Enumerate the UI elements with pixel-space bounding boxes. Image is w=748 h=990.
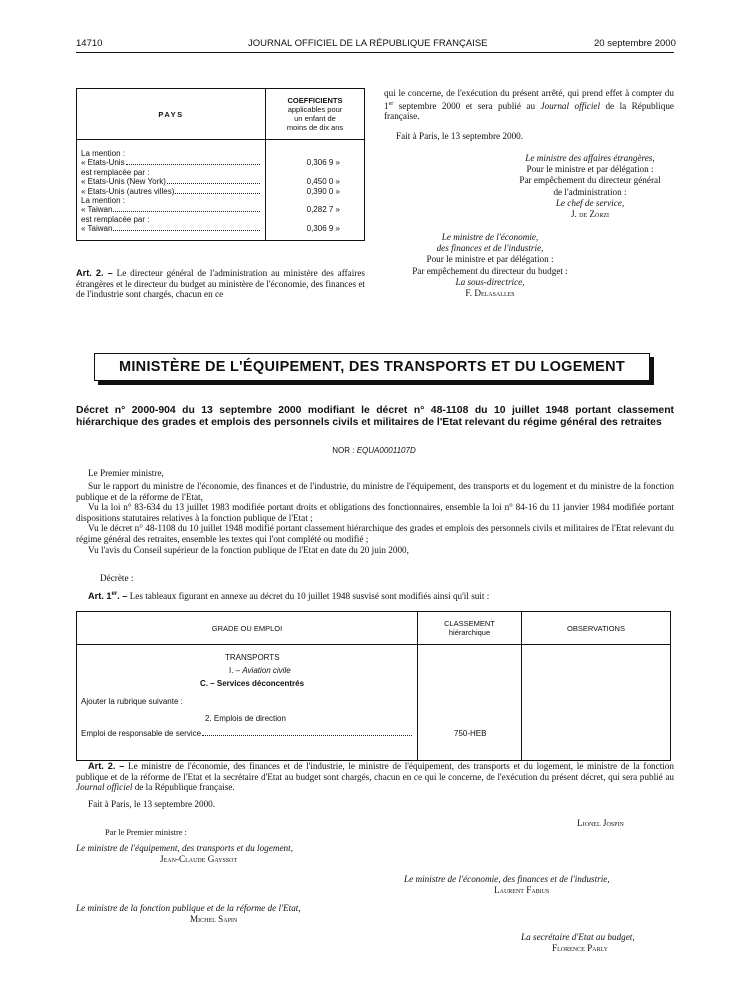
country-label: La mention : <box>81 195 126 205</box>
col-coefficients-line: moins de dix ans <box>286 123 344 132</box>
signature-line: des finances et de l'industrie, <box>436 243 544 254</box>
article-2-italic: Journal officiel <box>76 782 133 793</box>
coefficient-value: 0,282 7 » <box>306 205 340 215</box>
classement-cell <box>418 645 522 761</box>
journal-title: JOURNAL OFFICIEL DE LA RÉPUBLIQUE FRANÇAISE <box>248 38 488 49</box>
table-row-label <box>81 196 261 205</box>
signature-line: Le ministre des affaires étrangères, <box>525 153 655 163</box>
coefficient-value <box>270 196 360 205</box>
article-2-text: Le ministre de l'économie, des finances et de l'industrie, le ministre de l'équipement, des transports et du logement, le ministre de la fonction publique et de la réforme de l'Etat et la secrétaire d'Etat au budget sont chargés, chacun en ce qui le concerne, de l'exécution du présent décret, qui sera publié au <box>76 761 674 782</box>
page-number: 14710 <box>76 38 103 49</box>
signature-equipement-title: Le ministre de l'équipement, des transports et du logement, <box>76 843 293 853</box>
coefficient-value: 0,306 9 » <box>306 158 340 168</box>
cont-sup: er <box>388 100 394 107</box>
country-label: La mention : <box>81 149 126 158</box>
signature-line: de l'administration : <box>553 186 627 197</box>
header-rule <box>76 52 674 53</box>
classement-value: 750-HEB <box>454 729 487 738</box>
article-continuation <box>384 88 674 122</box>
article-1 <box>88 589 674 602</box>
col-classement-line: CLASSEMENT <box>444 619 495 628</box>
cont-italic: Journal officiel <box>540 100 601 111</box>
table-row-label <box>81 158 261 167</box>
signature-line: Pour le ministre et par délégation : <box>526 164 654 175</box>
country-label: « Etats-Unis (autres villes) <box>81 186 175 196</box>
coefficient-value <box>270 215 360 224</box>
signature-economie-title: Le ministre de l'économie, des finances et de l'industrie, <box>404 874 610 884</box>
nor-line <box>0 446 748 455</box>
country-label: « Taiwan <box>81 224 113 234</box>
signature-budget-title: La secrétaire d'Etat au budget, <box>521 932 635 942</box>
signature-budget-name: Florence Parly <box>552 943 608 953</box>
table-row-label <box>81 205 261 214</box>
table-row-label <box>81 168 261 177</box>
leader-dots <box>167 183 260 184</box>
signature-economie-name: Laurent Fabius <box>494 885 550 895</box>
ministry-banner: MINISTÈRE DE L'ÉQUIPEMENT, DES TRANSPORTS ET DU LOGEMENT <box>94 353 650 381</box>
heading-emplois: 2. Emplois de direction <box>205 714 286 723</box>
emploi-label: Emploi de responsable de service <box>81 729 202 738</box>
visa-paragraph: Vu le décret n° 48-1108 du 10 juillet 1948 modifié portant classement hiérarchique des grades et emplois des personnels civils et militaires de l'Etat relevant du régime général des retraites, ensemble les textes qui l'ont complété ou modifié ; <box>76 523 674 544</box>
coefficient-value: 0,450 0 » <box>306 177 340 187</box>
table-row-label <box>81 187 261 196</box>
header-date: 20 septembre 2000 <box>594 38 676 49</box>
decree-intro: Le Premier ministre, <box>88 468 164 478</box>
col-observations: OBSERVATIONS <box>522 612 671 645</box>
leader-dots <box>126 164 260 165</box>
leader-dots <box>113 230 260 231</box>
cont-text: de la République française. <box>384 100 674 122</box>
coefficients-table <box>76 88 365 241</box>
col-classement-line: hiérarchique <box>448 628 491 637</box>
table-row-label <box>81 149 261 158</box>
article-2-left <box>76 268 365 300</box>
col-coefficients-line: un enfant de <box>294 114 336 123</box>
signature-block-affaires-etrangeres <box>490 153 690 220</box>
signature-line: F. Delasalles <box>465 288 515 299</box>
leader-dots <box>113 211 260 212</box>
table-row-label <box>81 177 261 186</box>
fait-paris-2: Fait à Paris, le 13 septembre 2000. <box>88 799 216 809</box>
visa-paragraph: Sur le rapport du ministre de l'économie, des finances et de l'industrie, du ministre de l'équipement, des transports et du logement et du ministre de la fonction publique et de la réforme de l'Etat, <box>76 481 674 502</box>
country-label: « Taiwan <box>81 205 113 215</box>
article-2 <box>76 761 674 793</box>
country-column <box>77 140 266 241</box>
par-premier-ministre: Par le Premier ministre : <box>105 828 187 837</box>
article-1-dash: . – <box>117 591 128 602</box>
visa-paragraph: Vu la loi n° 83-634 du 13 juillet 1983 modifiée portant droits et obligations des fonctionnaires, ensemble la loi n° 84-16 du 11 janvier 1984 modifiée portant dispositions statutaires relatives à la fonction publique de l'Etat ; <box>76 502 674 523</box>
country-label: « Etats-Unis (New York) <box>81 177 166 187</box>
signature-pm: Lionel Jospin <box>577 818 624 828</box>
cont-text: qui le concerne, de l'exécution du présent arrêté, qui prend effet à compter du 1 <box>384 88 674 111</box>
country-label: est remplacée par : <box>81 214 150 224</box>
coefficient-value <box>270 149 360 158</box>
visa-paragraph: Vu l'avis du Conseil supérieur de la fonction publique de l'Etat en date du 20 juin 2000, <box>88 544 409 555</box>
signature-line: Par empêchement du directeur du budget : <box>412 265 568 276</box>
col-pays: PAYS <box>77 89 266 140</box>
signature-fonction-publique-name: Michel Sapin <box>190 914 238 924</box>
heading-aviation: Aviation civile <box>242 666 291 675</box>
decrete: Décrète : <box>100 573 134 583</box>
heading-services: C. – Services déconcentrés <box>200 679 305 688</box>
signature-line: J. de Zorzi <box>570 209 610 220</box>
col-classement <box>418 612 522 645</box>
signature-line: Le ministre de l'économie, <box>441 232 539 242</box>
observations-cell <box>522 645 671 761</box>
cont-text: septembre 2000 et sera publié au <box>393 100 541 111</box>
col-coefficients <box>266 89 365 140</box>
coefficient-column <box>266 140 365 241</box>
signature-fonction-publique-title: Le ministre de la fonction publique et de la réforme de l'Etat, <box>76 903 301 913</box>
coefficient-value: 0,306 9 » <box>306 224 340 234</box>
heading-transports: TRANSPORTS <box>225 653 280 662</box>
country-label: est remplacée par : <box>81 167 150 177</box>
signature-line: Pour le ministre et par délégation : <box>426 254 554 265</box>
nor-label: NOR : <box>332 446 357 455</box>
signature-equipement-name: Jean-Claude Gayssot <box>160 854 238 864</box>
article-1-lead: Art. 1 <box>88 591 112 602</box>
coefficient-value <box>270 168 360 177</box>
signature-line: Le chef de service, <box>555 197 625 208</box>
table-row-label <box>81 224 261 233</box>
grade-cell <box>77 645 418 761</box>
leader-dots <box>202 735 412 736</box>
article-2-lead: Art. 2. – <box>88 761 125 771</box>
classement-table <box>76 611 671 761</box>
fait-paris-1: Fait à Paris, le 13 septembre 2000. <box>396 131 524 141</box>
signature-block-economie <box>365 232 615 299</box>
col-coefficients-line: applicables pour <box>287 105 343 114</box>
table-row-label <box>81 215 261 224</box>
article-1-sup: er <box>111 591 118 597</box>
signature-line: Par empêchement du directeur général <box>519 175 661 186</box>
country-label: « Etats-Unis <box>81 158 125 168</box>
article-1-text: Les tableaux figurant en annexe au décret du 10 juillet 1948 susvisé sont modifiés ainsi qu'il suit : <box>127 591 490 602</box>
article-2-lead: Art. 2. – <box>76 268 113 278</box>
leader-dots <box>175 193 260 194</box>
decree-title: Décret n° 2000-904 du 13 septembre 2000 modifiant le décret n° 48-1108 du 10 juillet 1948 portant classement hiérarchique des grades et emplois des personnels civils et militaires de l'Etat relevant du régime général des retraites <box>76 405 674 428</box>
coefficient-value: 0,390 0 » <box>306 186 340 196</box>
article-2-text: de la République française. <box>132 782 235 793</box>
col-grade: GRADE OU EMPLOI <box>77 612 418 645</box>
decree-visas <box>76 481 674 555</box>
nor-code: EQUA0001107D <box>356 446 416 455</box>
signature-line: La sous-directrice, <box>455 276 525 287</box>
col-coefficients-line: COEFFICIENTS <box>287 96 343 105</box>
article-2-text: Le directeur général de l'administration au ministère des affaires étrangères et le directeur du budget au ministère de l'économie, des finances et de l'industrie sont chargés, chacun en ce <box>76 268 365 300</box>
heading-aviation-num: I. – <box>229 666 243 675</box>
add-rubrique: Ajouter la rubrique suivante : <box>81 697 183 706</box>
